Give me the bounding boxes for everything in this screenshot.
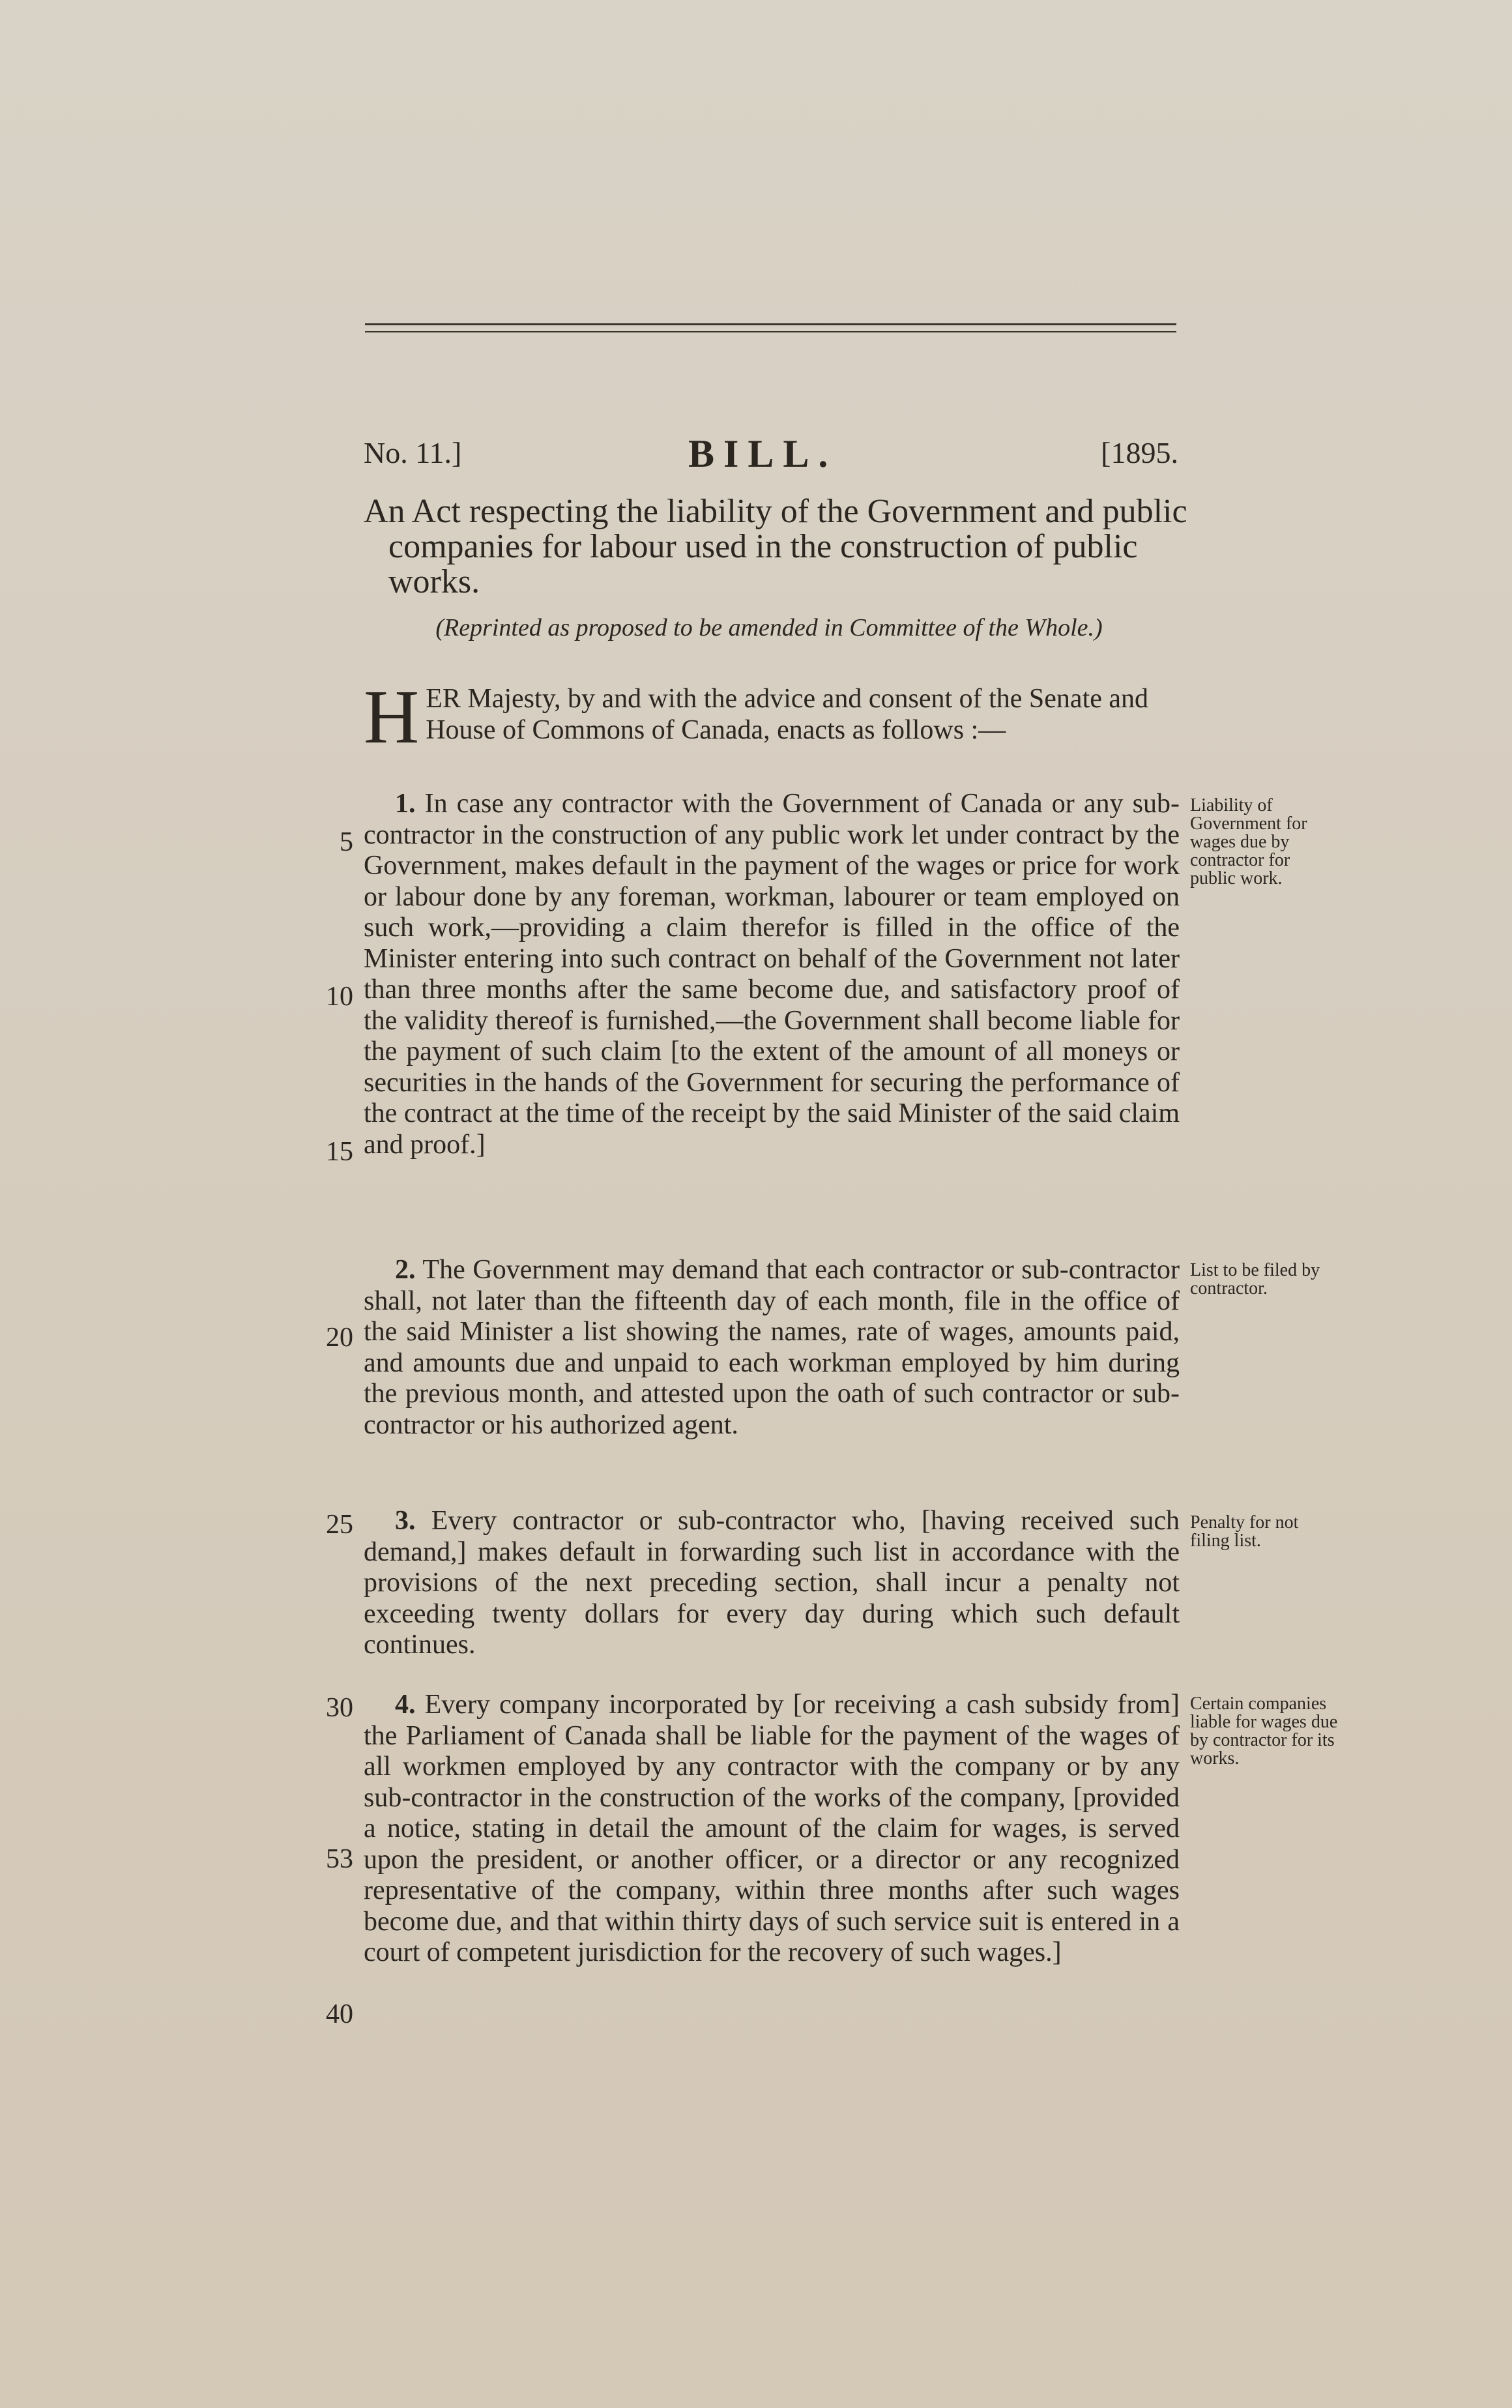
bill-header xyxy=(364,432,1178,481)
bill-title: BILL. xyxy=(688,432,837,475)
header-rule-bottom xyxy=(365,331,1176,332)
bill-year: [1895. xyxy=(1101,436,1178,469)
line-number: 30 xyxy=(326,1693,353,1723)
section-text: In case any contractor with the Government of Canada or any sub-contractor in the construction of any public work let under contract by the Government, makes default in the payment of the wages or price for work or labour done by any foreman, workman, labourer or team employed on such work,—providing a claim therefor is filled in the office of the Minister entering into such contract on behalf of the Government not later than three months after the same become due, and satisfactory proof of the validity thereof is furnished,—the Government shall become liable for the payment of such claim [to the extent of the amount of all moneys or securities in the hands of the Government for securing the performance of the contract at the time of the receipt by the said Minister of the said claim and proof.] xyxy=(364,789,1180,1160)
reprint-note: (Reprinted as proposed to be amended in Committee of the Whole.) xyxy=(435,614,1103,641)
line-number: 25 xyxy=(326,1510,353,1540)
line-number: 10 xyxy=(326,982,353,1012)
section-number: 3. xyxy=(395,1506,416,1536)
section-4 xyxy=(364,1690,1180,1969)
margin-note-4: Certain companies liable for wages due by contractor for its works. xyxy=(1190,1694,1338,1769)
dropcap: H xyxy=(364,674,420,759)
preamble-text: ER Majesty, by and with the advice and consent of the Senate and House of Commons of Canada, enacts as follows :— xyxy=(426,684,1149,745)
section-text: The Government may demand that each contractor or sub-contractor shall, not later than the fifteenth day of each month, file in the office of the said Minister a list showing the names, rate of wages, amounts paid, and amounts due and unpaid to each workman employed by him during the previous month, and attested upon the oath of such contractor or sub-contractor or his authorized agent. xyxy=(364,1255,1180,1440)
section-text: Every contractor or sub-contractor who, [having received such demand,] makes default in forwarding such list in accordance with the provisions of the next preceding section, shall incur a penalty not exceeding twenty dollars for every day during which such default continues. xyxy=(364,1506,1180,1660)
bill-number: No. 11.] xyxy=(364,436,462,469)
section-1 xyxy=(364,789,1180,1160)
header-rule-top xyxy=(365,323,1176,325)
act-title: An Act respecting the liability of the Government and public companies for labour used in the construction of public works. xyxy=(364,493,1187,600)
margin-note-1: Liability of Government for wages due by contractor for public work. xyxy=(1190,795,1307,888)
section-text: Every company incorporated by [or receiving a cash subsidy from] the Parliament of Canada shall be liable for the payment of the wages of all workmen employed by any contractor with the company or by any sub-contractor in the construction of the works of the company, [provided a notice, stating in detail the amount of the claim for wages, is served upon the president, or another officer, or a director or any recognized representative of the company, within three months after such wages become due, and that within thirty days of such service suit is entered in a court of competent jurisdiction for the recovery of such wages.] xyxy=(364,1690,1180,1967)
preamble xyxy=(364,674,1178,759)
section-2 xyxy=(364,1255,1180,1441)
line-number: 53 xyxy=(326,1844,353,1874)
section-3 xyxy=(364,1506,1180,1661)
line-number: 20 xyxy=(326,1323,353,1353)
section-number: 1. xyxy=(395,789,416,819)
line-number: 5 xyxy=(340,827,353,857)
margin-note-3: Penalty for not filing list. xyxy=(1190,1512,1299,1551)
line-number: 15 xyxy=(326,1137,353,1167)
line-number: 40 xyxy=(326,1999,353,2029)
margin-note-2: List to be filed by contractor. xyxy=(1190,1260,1320,1299)
section-number: 4. xyxy=(395,1690,416,1720)
section-number: 2. xyxy=(395,1255,416,1285)
